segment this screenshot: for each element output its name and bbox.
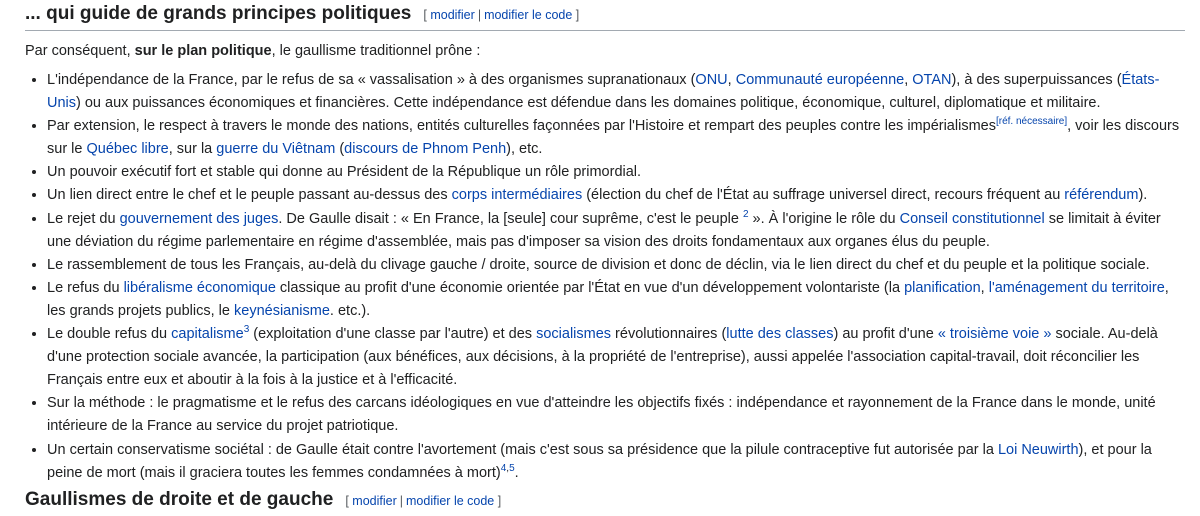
edit-separator: | bbox=[477, 8, 482, 22]
list-item bbox=[47, 69, 1185, 115]
next-edit-link[interactable]: modifier bbox=[352, 494, 397, 508]
list-item-text: Sur la méthode : le pragmatisme et le refus des carcans idéologiques en vue d'atteindre les objectifs fixés : indépendance et rayonnement de la France dans le monde, unité intérieure de la France au service du projet patriotique. bbox=[47, 395, 1156, 435]
next-edit-code-link[interactable]: modifier le code bbox=[406, 494, 495, 508]
list-item-text: ), etc. bbox=[506, 141, 543, 158]
list-item-text: , bbox=[904, 72, 913, 88]
bracket-open: [ bbox=[423, 8, 427, 22]
intro-bold-text: sur le plan politique bbox=[134, 43, 272, 59]
principles-list bbox=[25, 69, 1185, 485]
wiki-link[interactable]: OTAN bbox=[912, 72, 952, 88]
list-item-text: ), à des superpuissances ( bbox=[951, 72, 1122, 88]
list-item-text: L'indépendance de la France, par le refus de sa « vassalisation » à des organismes supranationaux ( bbox=[47, 72, 696, 88]
intro-text-end: , le gaullisme traditionnel prône : bbox=[271, 43, 481, 59]
list-item-text: , sur la bbox=[168, 141, 217, 158]
list-item-text: . De Gaulle disait : « En France, la [seule] cour suprême, c'est le peuple bbox=[278, 210, 743, 227]
list-item-text: Le refus du bbox=[47, 279, 124, 296]
list-item-text: ), et pour la peine de mort (mais il graciera toutes les femmes condamnées à mort) bbox=[47, 441, 1152, 481]
wiki-link[interactable]: lutte des classes bbox=[726, 326, 834, 343]
list-item bbox=[47, 254, 1185, 277]
next-edit-section-links bbox=[345, 494, 501, 508]
list-item-text: ) au profit d'une bbox=[833, 326, 938, 343]
list-item bbox=[47, 184, 1185, 207]
list-item-text: , bbox=[980, 279, 989, 296]
list-item-text: , bbox=[727, 72, 736, 88]
list-item-text: Le rassemblement de tous les Français, au-delà du clivage gauche / droite, source de division et donc de déclin, via le lien direct du chef et du peuple et la politique sociale. bbox=[47, 256, 1150, 273]
reference-link[interactable]: [réf. nécessaire] bbox=[995, 116, 1068, 128]
wiki-link[interactable]: Conseil constitutionnel bbox=[899, 210, 1045, 227]
reference-link[interactable]: 4 bbox=[500, 462, 507, 474]
section-heading bbox=[25, 0, 1185, 31]
wiki-link[interactable]: l'aménagement du territoire bbox=[988, 279, 1165, 296]
wiki-link[interactable]: libéralisme économique bbox=[123, 279, 276, 296]
wiki-link[interactable]: corps intermédiaires bbox=[451, 187, 583, 204]
edit-section-links bbox=[423, 8, 579, 22]
wiki-link[interactable]: « troisième voie » bbox=[937, 326, 1052, 343]
list-item bbox=[47, 277, 1185, 323]
bracket-open: [ bbox=[345, 494, 349, 508]
wiki-link[interactable]: discours de Phnom Penh bbox=[344, 141, 507, 158]
list-item-text: Un pouvoir exécutif fort et stable qui donne au Président de la République un rôle primordial. bbox=[47, 164, 642, 181]
list-item bbox=[47, 439, 1185, 485]
reference-link[interactable]: 2 bbox=[742, 208, 749, 220]
list-item-text: ( bbox=[335, 141, 345, 158]
reference-link[interactable]: 3 bbox=[243, 324, 250, 336]
intro-paragraph bbox=[25, 40, 1185, 63]
wiki-link[interactable]: ONU bbox=[695, 72, 728, 88]
list-item bbox=[47, 208, 1185, 254]
edit-link[interactable]: modifier bbox=[430, 8, 475, 22]
wiki-link[interactable]: référendum bbox=[1064, 187, 1139, 204]
wiki-link[interactable]: guerre du Viêtnam bbox=[216, 141, 336, 158]
wiki-link[interactable]: socialismes bbox=[536, 326, 612, 343]
intro-text: Par conséquent, bbox=[25, 43, 135, 59]
list-item-text: révolutionnaires ( bbox=[611, 326, 727, 343]
list-item-text: Le double refus du bbox=[47, 326, 172, 343]
wiki-link[interactable]: gouvernement des juges bbox=[119, 210, 279, 227]
article-body bbox=[25, 0, 1185, 510]
edit-separator: | bbox=[399, 494, 404, 508]
list-item-text: sociale. Au-delà d'une protection sociale avancée, la participation (aux bénéfices, aux décisions, à la propriété de l'entreprise), aussi appelée l'association capital-travail, doit réconcilier les Français entre eux et aboutir à la fois à la justice et à l'efficacité. bbox=[47, 326, 1158, 389]
list-item-text: Le rejet du bbox=[47, 210, 120, 227]
list-item-text: . etc.). bbox=[329, 302, 371, 319]
wiki-link[interactable]: keynésianisme bbox=[234, 302, 330, 319]
section-title: ... qui guide de grands principes politiques bbox=[25, 3, 412, 24]
reference-link[interactable]: 5 bbox=[509, 462, 515, 474]
wiki-link[interactable]: Loi Neuwirth bbox=[997, 441, 1079, 458]
wiki-link[interactable]: planification bbox=[904, 279, 981, 296]
list-item-text: ». À l'origine le rôle du bbox=[748, 210, 900, 227]
edit-code-link[interactable]: modifier le code bbox=[484, 8, 573, 22]
list-item bbox=[47, 115, 1185, 161]
superscript bbox=[996, 116, 1067, 127]
list-item-text: ) ou aux puissances économiques et financières. Cette indépendance est défendue dans les domaines politique, économique, culturel, diplomatique et militaire. bbox=[76, 95, 1101, 112]
list-item bbox=[47, 323, 1185, 392]
list-item-text: , les grands projets publics, le bbox=[47, 279, 1169, 319]
list-item-text: se limitait à éviter une déviation du régime parlementaire en régime d'assemblée, mais pas d'imposer sa vision des droits fondamentaux aux organes élus du peuple. bbox=[47, 210, 1161, 250]
list-item-text: Un certain conservatisme sociétal : de Gaulle était contre l'avortement (mais c'est sous sa présidence que la pilule contraceptive fut autorisée par la bbox=[47, 441, 998, 458]
list-item-text: (exploitation d'une classe par l'autre) et des bbox=[249, 326, 537, 343]
list-item-text: classique au profit d'une économie orientée par l'État en vue d'un développement volontariste (la bbox=[275, 279, 905, 296]
bracket-close: ] bbox=[497, 494, 502, 508]
wiki-link[interactable]: Québec libre bbox=[86, 141, 169, 158]
list-item-text: Par extension, le respect à travers le monde des nations, entités culturelles façonnées par l'Histoire et rempart des peuples contre les impérialismes bbox=[47, 118, 996, 135]
list-item-text: ). bbox=[1138, 187, 1148, 204]
list-item-text: (élection du chef de l'État au suffrage universel direct, recours fréquent au bbox=[582, 187, 1065, 204]
list-item-text: Un lien direct entre le chef et le peuple passant au-dessus des bbox=[47, 187, 452, 204]
wiki-link[interactable]: capitalisme bbox=[171, 326, 244, 343]
next-section-title: Gaullismes de droite et de gauche bbox=[25, 489, 334, 510]
bracket-close: ] bbox=[575, 8, 580, 22]
list-item-text: , voir les discours sur le bbox=[47, 118, 1180, 158]
reference-separator: , bbox=[506, 462, 510, 474]
next-section-heading bbox=[25, 486, 501, 516]
list-item-text: . bbox=[514, 464, 519, 481]
wiki-link[interactable]: Communauté européenne bbox=[735, 72, 905, 88]
wiki-link[interactable]: États-Unis bbox=[47, 72, 1160, 112]
list-item bbox=[47, 392, 1185, 438]
list-item bbox=[47, 161, 1185, 184]
